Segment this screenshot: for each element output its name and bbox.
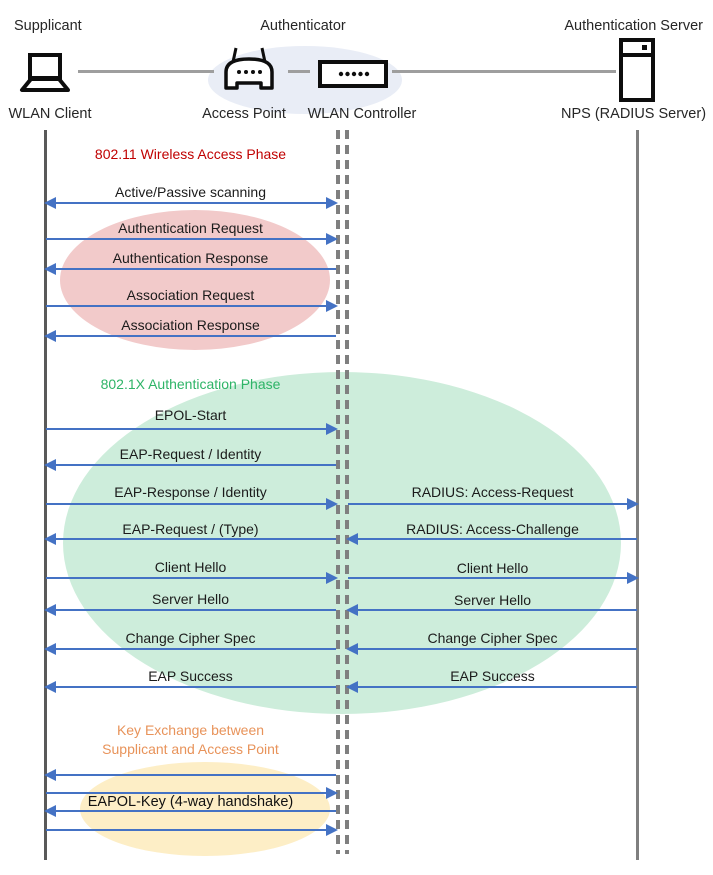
message-label: EAP Success <box>450 668 535 684</box>
message-arrow-right <box>46 238 336 240</box>
message-label: Client Hello <box>154 559 227 575</box>
actor-nps-label: NPS (RADIUS Server) <box>561 106 707 122</box>
actor-access-point-label: Access Point <box>202 106 286 122</box>
message-arrow-right <box>46 428 336 430</box>
message-arrow-left <box>46 268 336 270</box>
message-arrow-right <box>46 305 336 307</box>
message-label: Association Request <box>126 287 255 303</box>
message-arrow-right <box>348 577 637 579</box>
message-label: Association Response <box>121 317 260 333</box>
message-arrow-right <box>46 829 336 831</box>
message-label: Server Hello <box>151 591 230 607</box>
message-arrow-right <box>348 503 637 505</box>
message-arrow-left <box>46 464 336 466</box>
phase3-title-line2: Supplicant and Access Point <box>102 741 279 757</box>
message-arrow-both <box>46 202 336 204</box>
actor-wlan-client-label: WLAN Client <box>8 106 92 122</box>
message-arrow-left <box>348 609 637 611</box>
message-label: EPOL-Start <box>154 407 227 423</box>
message-arrow-left <box>46 810 336 812</box>
message-label: EAP-Request / (Type) <box>122 521 259 537</box>
laptop-icon <box>14 52 76 94</box>
phase2-title: 802.1X Authentication Phase <box>100 376 281 392</box>
message-arrow-left <box>348 686 637 688</box>
message-label: EAP-Request / Identity <box>119 446 262 462</box>
message-label: RADIUS: Access-Request <box>411 484 574 500</box>
phase2-ellipse <box>63 372 621 714</box>
connector-ap-controller <box>288 70 310 73</box>
message-arrow-left <box>46 686 336 688</box>
message-label: Active/Passive scanning <box>115 184 266 200</box>
phase1-title: 802.11 Wireless Access Phase <box>94 146 287 162</box>
connector-client-ap <box>78 70 214 73</box>
message-arrow-left <box>46 774 336 776</box>
role-authentication-server-label: Authentication Server <box>564 18 703 34</box>
actor-wlan-controller-label: WLAN Controller <box>307 106 417 122</box>
role-supplicant-label: Supplicant <box>14 18 82 34</box>
message-label: Authentication Request <box>118 220 263 236</box>
message-label: EAP-Response / Identity <box>114 484 267 500</box>
message-arrow-left <box>46 609 336 611</box>
access-point-icon <box>218 46 280 92</box>
message-label: EAPOL-Key (4-way handshake) <box>87 794 294 810</box>
message-label: Client Hello <box>456 560 529 576</box>
role-authenticator-label: Authenticator <box>260 18 346 34</box>
message-arrow-right <box>46 503 336 505</box>
message-arrow-left <box>348 648 637 650</box>
message-label: EAP Success <box>148 668 233 684</box>
message-arrow-left <box>46 538 336 540</box>
wlan-controller-icon <box>318 60 388 88</box>
server-icon <box>618 38 656 102</box>
message-arrow-left <box>348 538 637 540</box>
message-arrow-left <box>46 335 336 337</box>
message-label: RADIUS: Access-Challenge <box>406 521 579 537</box>
connector-controller-server <box>392 70 616 73</box>
message-arrow-left <box>46 648 336 650</box>
message-label: Change Cipher Spec <box>125 630 256 646</box>
phase3-title-line1: Key Exchange between <box>116 722 265 738</box>
message-label: Authentication Response <box>112 250 269 266</box>
message-label: Server Hello <box>453 592 532 608</box>
message-label: Change Cipher Spec <box>427 630 558 646</box>
message-arrow-right <box>46 577 336 579</box>
